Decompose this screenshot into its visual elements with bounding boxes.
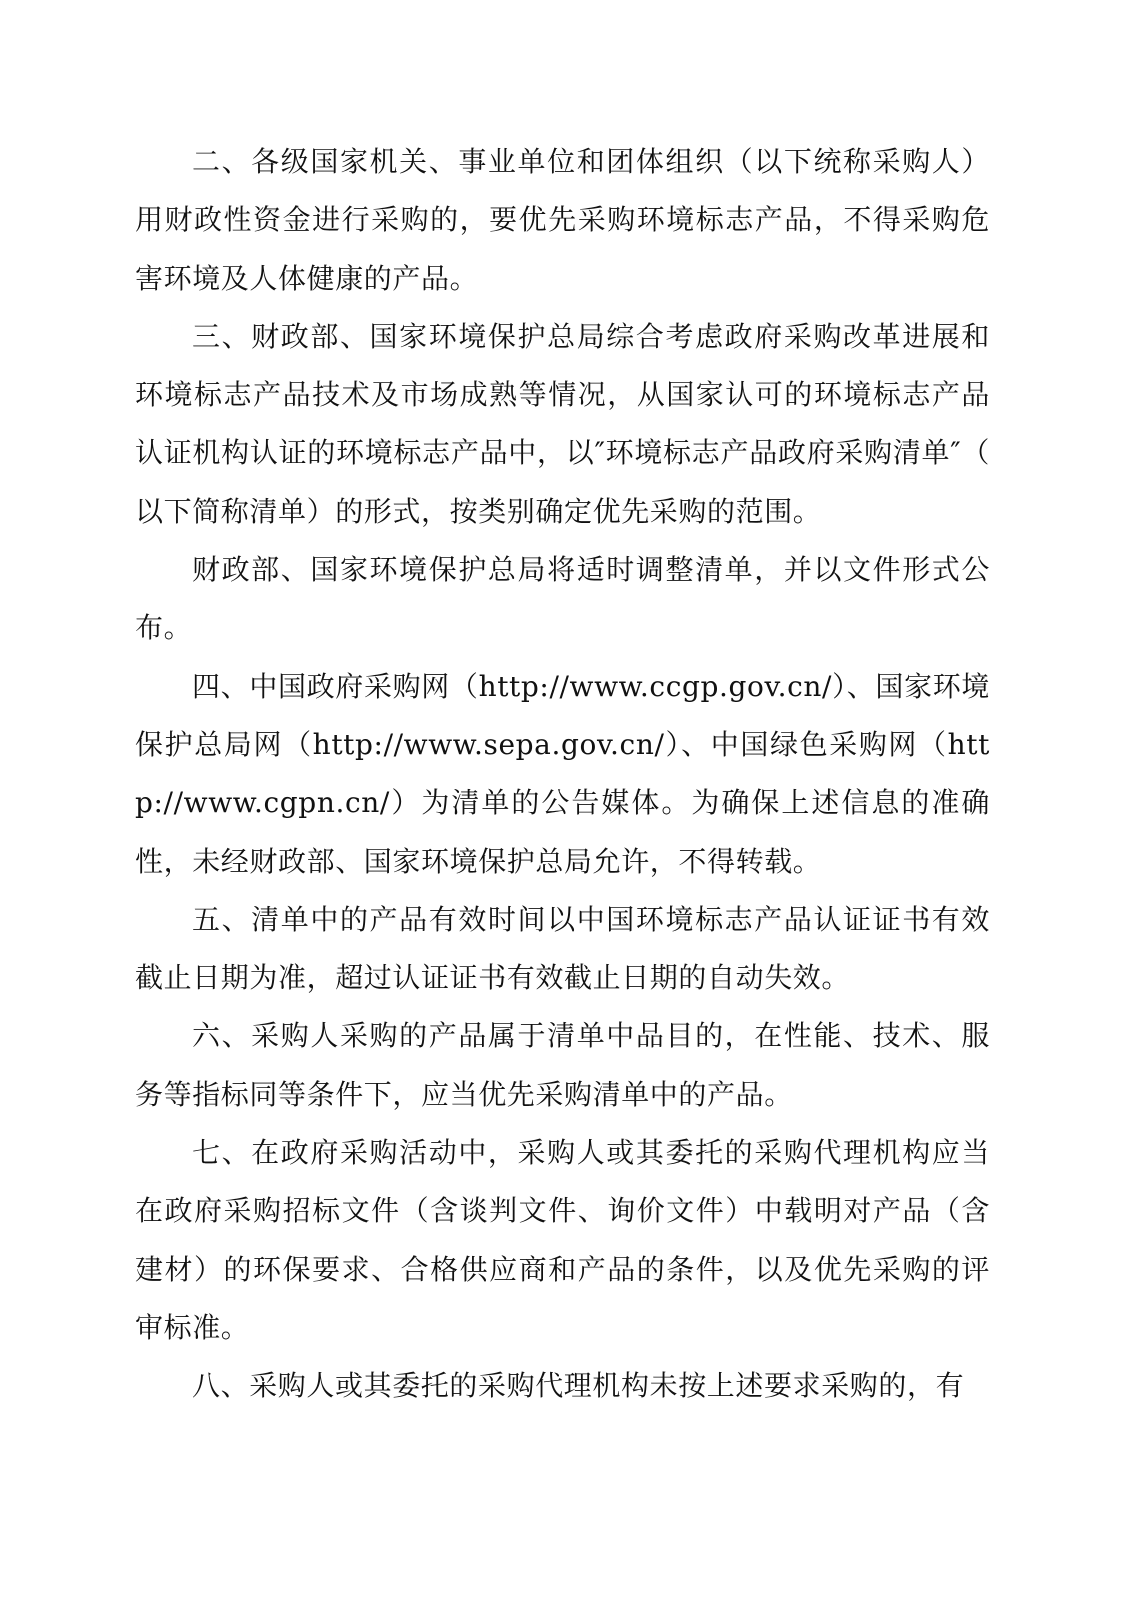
document-body [135, 133, 990, 1416]
paragraph-3-procurement-list: 三、财政部、国家环境保护总局综合考虑政府采购改革进展和环境标志产品技术及市场成熟等情况，从国家认可的环境标志产品认证机构认证的环境标志产品中，以″环境标志产品政府采购清单″（以下简称清单）的形式，按类别确定优先采购的范围。 [135, 319, 990, 528]
paragraph-8-noncompliance: 八、采购人或其委托的采购代理机构未按上述要求采购的，有 [192, 1369, 965, 1403]
paragraph-5-validity: 五、清单中的产品有效时间以中国环境标志产品认证证书有效截止日期为准，超过认证证书有效截止日期的自动失效。 [135, 902, 990, 995]
paragraph-2-purchaser-priority: 二、各级国家机关、事业单位和团体组织（以下统称采购人）用财政性资金进行采购的，要优先采购环境标志产品，不得采购危害环境及人体健康的产品。 [135, 145, 990, 295]
paragraph-list-adjustment: 财政部、国家环境保护总局将适时调整清单，并以文件形式公布。 [135, 553, 990, 645]
paragraph-6-priority-purchase: 六、采购人采购的产品属于清单中品目的，在性能、技术、服务等指标同等条件下，应当优先采购清单中的产品。 [135, 1019, 990, 1111]
paragraph-7-tender-documents: 七、在政府采购活动中，采购人或其委托的采购代理机构应当在政府采购招标文件（含谈判文件、询价文件）中载明对产品（含建材）的环保要求、合格供应商和产品的条件，以及优先采购的评审标准。 [135, 1136, 990, 1344]
paragraph-4-announcement-media: 四、中国政府采购网（http://www.ccgp.gov.cn/）、国家环境保护总局网（http://www.sepa.gov.cn/）、中国绿色采购网（http://www.cgpn.cn/）为清单的公告媒体。为确保上述信息的准确性，未经财政部、国家环境保护总局允许，不得转载。 [135, 669, 990, 878]
